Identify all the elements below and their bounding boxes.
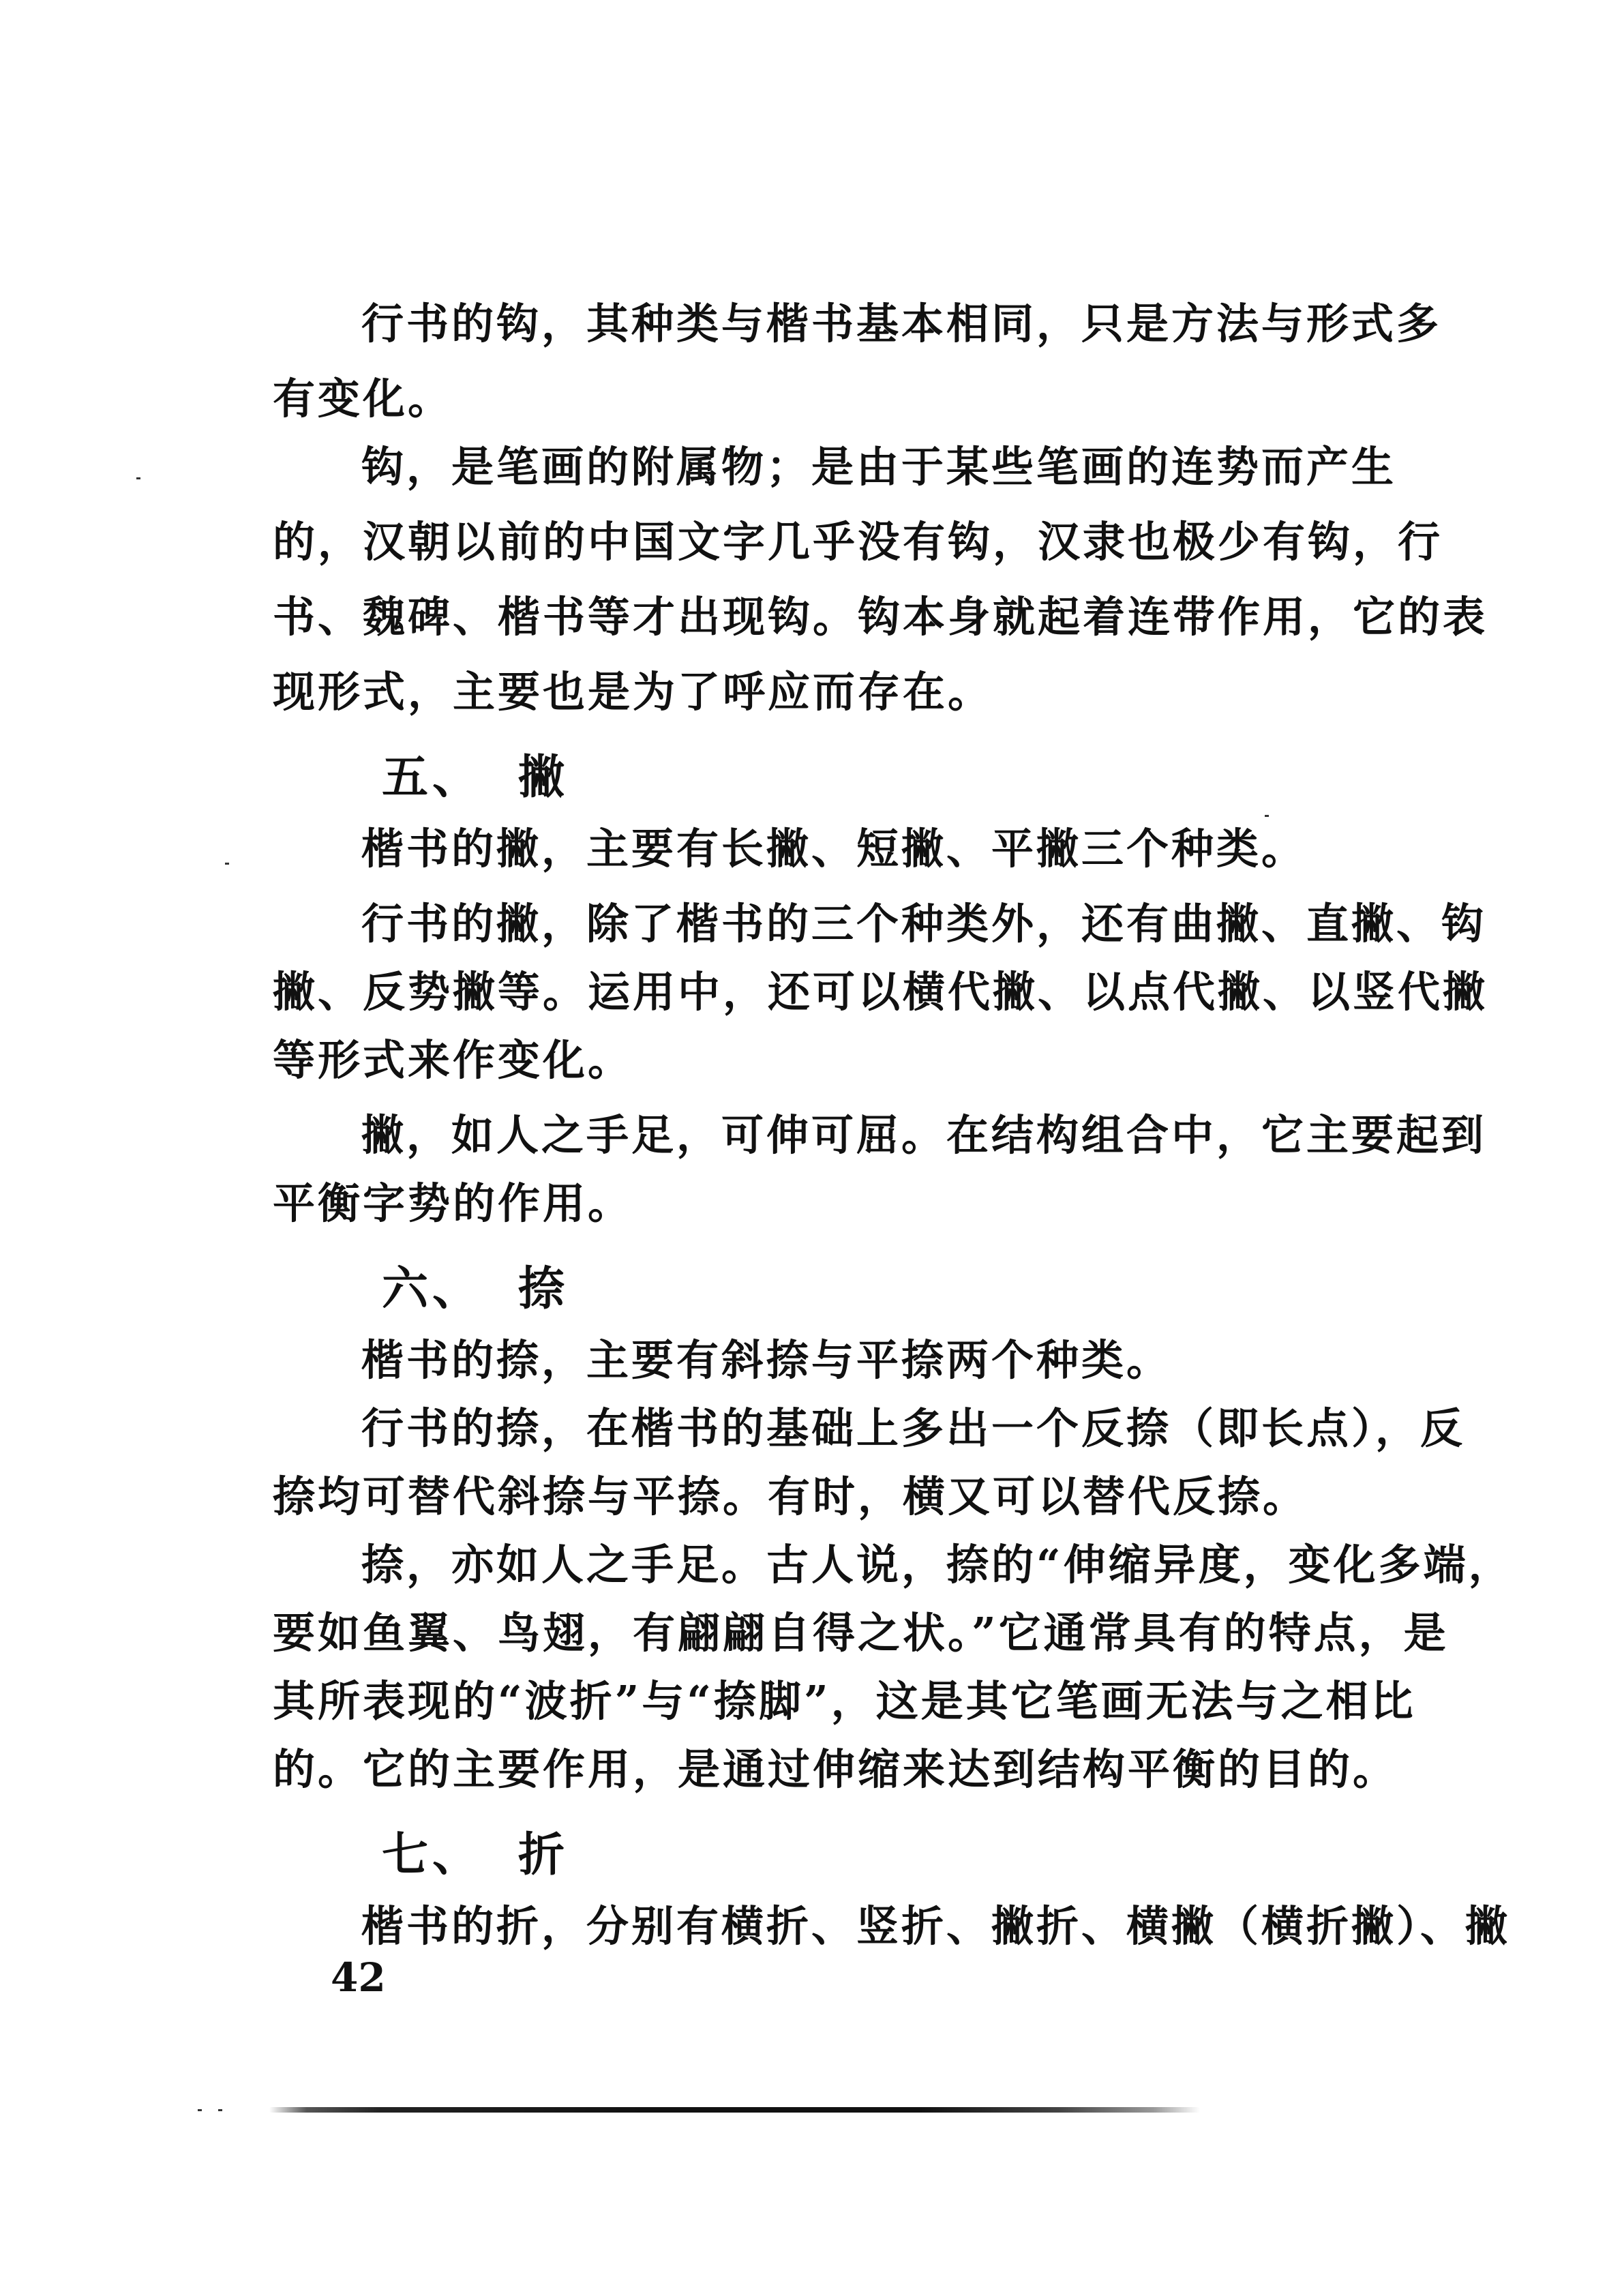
scan-speck [198,2109,202,2111]
section-title: 折 [518,1828,569,1882]
paragraph-line: 行书的捺，在楷书的基础上多出一个反捺（即长点），反 [361,1403,1466,1453]
paragraph-line: 捺，亦如人之手足。古人说，捺的“伸缩异度，变化多端， [361,1540,1514,1590]
scan-speck [136,477,140,479]
paragraph-line: 有变化。 [273,374,453,423]
paragraph-line: 要如鱼翼、鸟翅，有翩翩自得之状。”它通常具有的特点，是 [273,1608,1449,1658]
paragraph-line: 钩，是笔画的附属物；是由于某些笔画的连势而产生 [361,442,1397,492]
paragraph-line: 撇，如人之手足，可伸可屈。在结构组合中，它主要起到 [361,1110,1487,1160]
paragraph-line: 楷书的撇，主要有长撇、短撇、平撇三个种类。 [361,824,1307,874]
paragraph-line: 行书的钩，其种类与楷书基本相同，只是方法与形式多 [361,299,1442,348]
scan-speck [1265,815,1269,817]
paragraph-line: 等形式来作变化。 [273,1035,633,1085]
section-number: 五、 [382,750,483,805]
paragraph-line: 行书的撇，除了楷书的三个种类外，还有曲撇、直撇、钩 [361,899,1487,949]
paragraph-line: 撇、反势撇等。运用中，还可以横代撇、以点代撇、以竖代撇 [273,967,1488,1017]
paragraph-line: 的。它的主要作用，是通过伸缩来达到结构平衡的目的。 [273,1744,1398,1794]
scan-speck [218,2109,222,2111]
paragraph-line: 捺均可替代斜捺与平捺。有时，横又可以替代反捺。 [273,1472,1308,1521]
page-number: 42 [331,1954,386,2001]
paragraph-line: 楷书的捺，主要有斜捺与平捺两个种类。 [361,1335,1172,1385]
section-heading-5 [382,736,569,818]
paragraph-line: 书、魏碑、楷书等才出现钩。钩本身就起着连带作用，它的表 [273,592,1488,642]
paragraph-line: 平衡字势的作用。 [273,1178,633,1228]
section-heading-7 [382,1814,569,1896]
section-number: 七、 [382,1828,483,1882]
section-title: 撇 [518,750,569,805]
section-number: 六、 [382,1262,483,1316]
paragraph-line: 楷书的折，分别有横折、竖折、撇折、横撇（横折撇）、撇 [361,1901,1511,1951]
scan-speck [225,863,229,865]
paragraph-line: 其所表现的“波折”与“捺脚”，这是其它笔画无法与之相比 [273,1676,1416,1726]
paragraph-line: 的，汉朝以前的中国文字几乎没有钩，汉隶也极少有钩，行 [273,517,1443,567]
scan-edge-line [269,2107,1200,2113]
section-heading-6 [382,1248,569,1330]
paragraph-line: 现形式，主要也是为了呼应而存在。 [273,667,993,717]
section-title: 捺 [518,1262,569,1316]
